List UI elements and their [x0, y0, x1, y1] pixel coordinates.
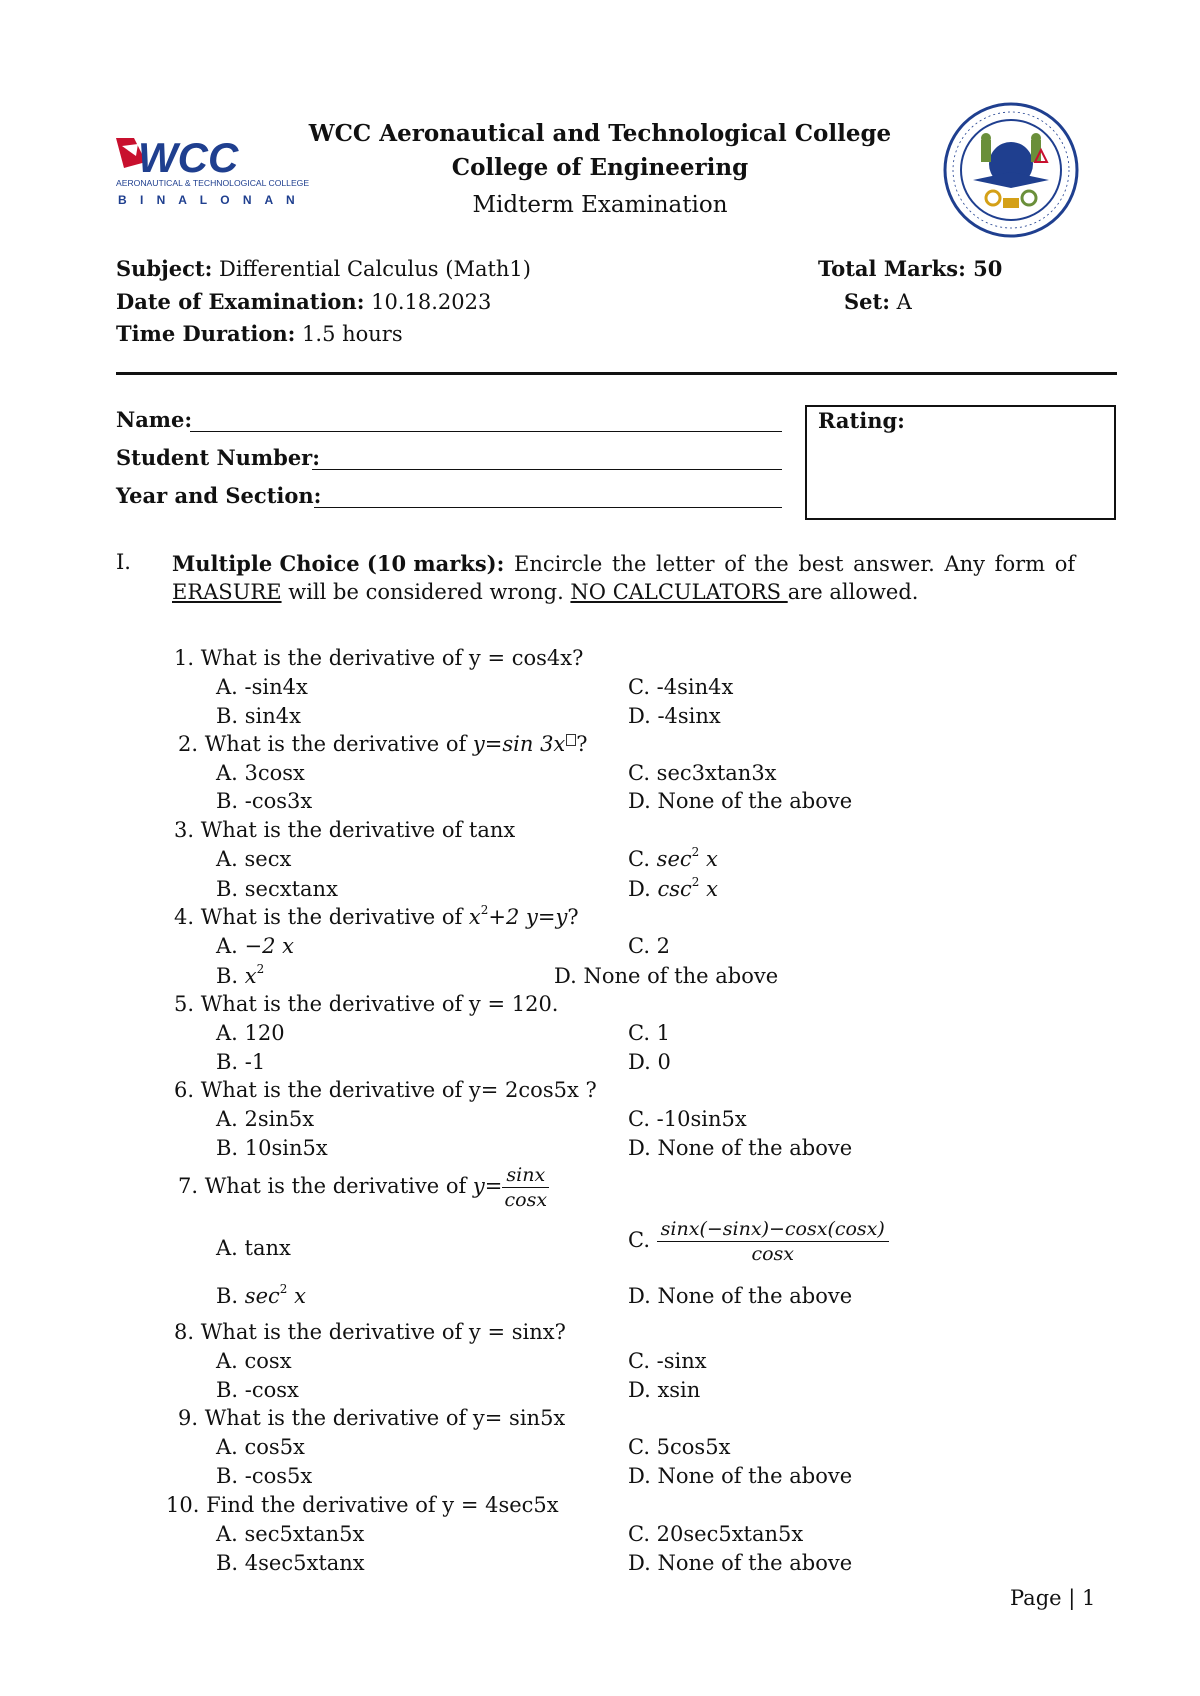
q5-option-c[interactable]: C. 1 — [628, 1021, 671, 1045]
q7-option-a[interactable]: A. tanx — [216, 1236, 291, 1260]
question-2: 2. What is the derivative of y=sin 3x ? — [178, 732, 588, 756]
q2-option-c[interactable]: C. sec3xtan3x — [628, 761, 777, 785]
year-section-label: Year and Section: — [116, 483, 322, 508]
page-number: Page | 1 — [1010, 1586, 1096, 1610]
q4-option-c[interactable]: C. 2 — [628, 934, 671, 958]
header-divider — [116, 372, 1117, 375]
q3-option-a[interactable]: A. secx — [216, 847, 292, 871]
question-8: 8. What is the derivative of y = sinx? — [174, 1320, 566, 1344]
q1-option-d[interactable]: D. -4sinx — [628, 704, 721, 728]
q7-option-d[interactable]: D. None of the above — [628, 1284, 853, 1308]
q6-option-d[interactable]: D. None of the above — [628, 1136, 853, 1160]
question-1: 1. What is the derivative of y = cos4x? — [174, 646, 584, 670]
department-name: College of Engineering — [451, 154, 749, 181]
q1-option-c[interactable]: C. -4sin4x — [628, 675, 734, 699]
question-7: 7. What is the derivative of y= $\frac{\sin x}{\cos x}$ — [178, 1164, 549, 1211]
q8-option-a[interactable]: A. cosx — [216, 1349, 292, 1373]
question-10: 10. Find the derivative of y = 4sec5x — [166, 1493, 559, 1517]
q3-option-c[interactable]: C. $\sec^2 x$ — [628, 845, 718, 871]
q5-option-a[interactable]: A. 120 — [216, 1021, 285, 1045]
question-3: 3. What is the derivative of tanx — [174, 818, 516, 842]
q10-option-d[interactable]: D. None of the above — [628, 1551, 853, 1575]
rating-label: Rating: — [818, 408, 905, 433]
q9-option-b[interactable]: B. -cos5x — [216, 1464, 313, 1488]
q9-option-c[interactable]: C. 5cos5x — [628, 1435, 731, 1459]
date-line: Date of Examination: 10.18.2023 — [116, 289, 492, 314]
q7-c-fraction: $\frac{\sin x(-\sin x)-\cos x(\cos x)}{\cos x}$ — [657, 1218, 889, 1265]
question-9: 9. What is the derivative of y= sin5x — [178, 1406, 566, 1430]
q3-option-d[interactable]: D. $\csc^2 x$ — [628, 875, 718, 901]
section-instructions: Multiple Choice (10 marks): Encircle the letter of the best answer. Any form of ERASURE will be considered wrong. NO CALCULATORS are allowed. — [172, 551, 1076, 604]
missing-glyph-icon — [566, 734, 576, 746]
student-number-field[interactable] — [312, 469, 782, 470]
q9-option-d[interactable]: D. None of the above — [628, 1464, 853, 1488]
q2-option-a[interactable]: A. 3cosx — [216, 761, 305, 785]
svg-text:WCC: WCC — [138, 134, 239, 181]
q1-option-b[interactable]: B. sin4x — [216, 704, 302, 728]
q5-option-b[interactable]: B. -1 — [216, 1050, 266, 1074]
set-line: Set: A — [844, 289, 912, 314]
section-numeral: I. — [116, 550, 131, 574]
college-name: WCC Aeronautical and Technological College — [308, 120, 892, 147]
total-marks: Total Marks: 50 — [818, 256, 1003, 281]
college-seal — [943, 102, 1079, 238]
subject-line: Subject: Differential Calculus (Math1) — [116, 256, 531, 281]
q1-option-a[interactable]: A. -sin4x — [216, 675, 308, 699]
q2-option-b[interactable]: B. -cos3x — [216, 789, 313, 813]
q3-option-b[interactable]: B. secxtanx — [216, 877, 338, 901]
q4-option-a[interactable]: A. −2 x — [216, 934, 295, 958]
duration-line: Time Duration: 1.5 hours — [116, 321, 403, 346]
q4-option-d[interactable]: D. None of the above — [554, 964, 779, 988]
name-label: Name: — [116, 407, 193, 432]
q10-option-c[interactable]: C. 20sec5xtan5x — [628, 1522, 804, 1546]
exam-title: Midterm Examination — [472, 192, 728, 218]
q9-option-a[interactable]: A. cos5x — [216, 1435, 305, 1459]
q6-option-a[interactable]: A. 2sin5x — [216, 1107, 315, 1131]
wcc-logo — [116, 134, 316, 214]
q4-option-b[interactable]: B. $x^2$ — [216, 962, 265, 988]
q10-option-a[interactable]: A. sec5xtan5x — [216, 1522, 365, 1546]
year-section-field[interactable] — [314, 507, 782, 508]
svg-text:B I N A L O N A N: B I N A L O N A N — [118, 193, 300, 207]
q2-option-d[interactable]: D. None of the above — [628, 789, 853, 813]
q10-option-b[interactable]: B. 4sec5xtanx — [216, 1551, 365, 1575]
name-field[interactable] — [190, 431, 782, 432]
question-6: 6. What is the derivative of y= 2cos5x ? — [174, 1078, 597, 1102]
q7-option-c[interactable]: C. $\frac{\sin x(-\sin x)-\cos x(\cos x)}{\cos x}$ — [628, 1218, 889, 1265]
question-4: 4. What is the derivative of $x^2+2$ y=y? — [174, 903, 579, 929]
student-number-label: Student Number: — [116, 445, 321, 470]
q5-option-d[interactable]: D. 0 — [628, 1050, 671, 1074]
q8-option-c[interactable]: C. -sinx — [628, 1349, 707, 1373]
q6-option-c[interactable]: C. -10sin5x — [628, 1107, 747, 1131]
q7-fraction: $\frac{\sin x}{\cos x}$ — [502, 1164, 549, 1211]
svg-text:AERONAUTICAL & TECHNOLOGICAL C: AERONAUTICAL & TECHNOLOGICAL COLLEGE — [116, 178, 310, 188]
question-5: 5. What is the derivative of y = 120. — [174, 992, 559, 1016]
q6-option-b[interactable]: B. 10sin5x — [216, 1136, 328, 1160]
q8-option-d[interactable]: D. xsin — [628, 1378, 701, 1402]
q7-option-b[interactable]: B. $\sec^2 x$ — [216, 1282, 306, 1308]
q8-option-b[interactable]: B. -cosx — [216, 1378, 299, 1402]
